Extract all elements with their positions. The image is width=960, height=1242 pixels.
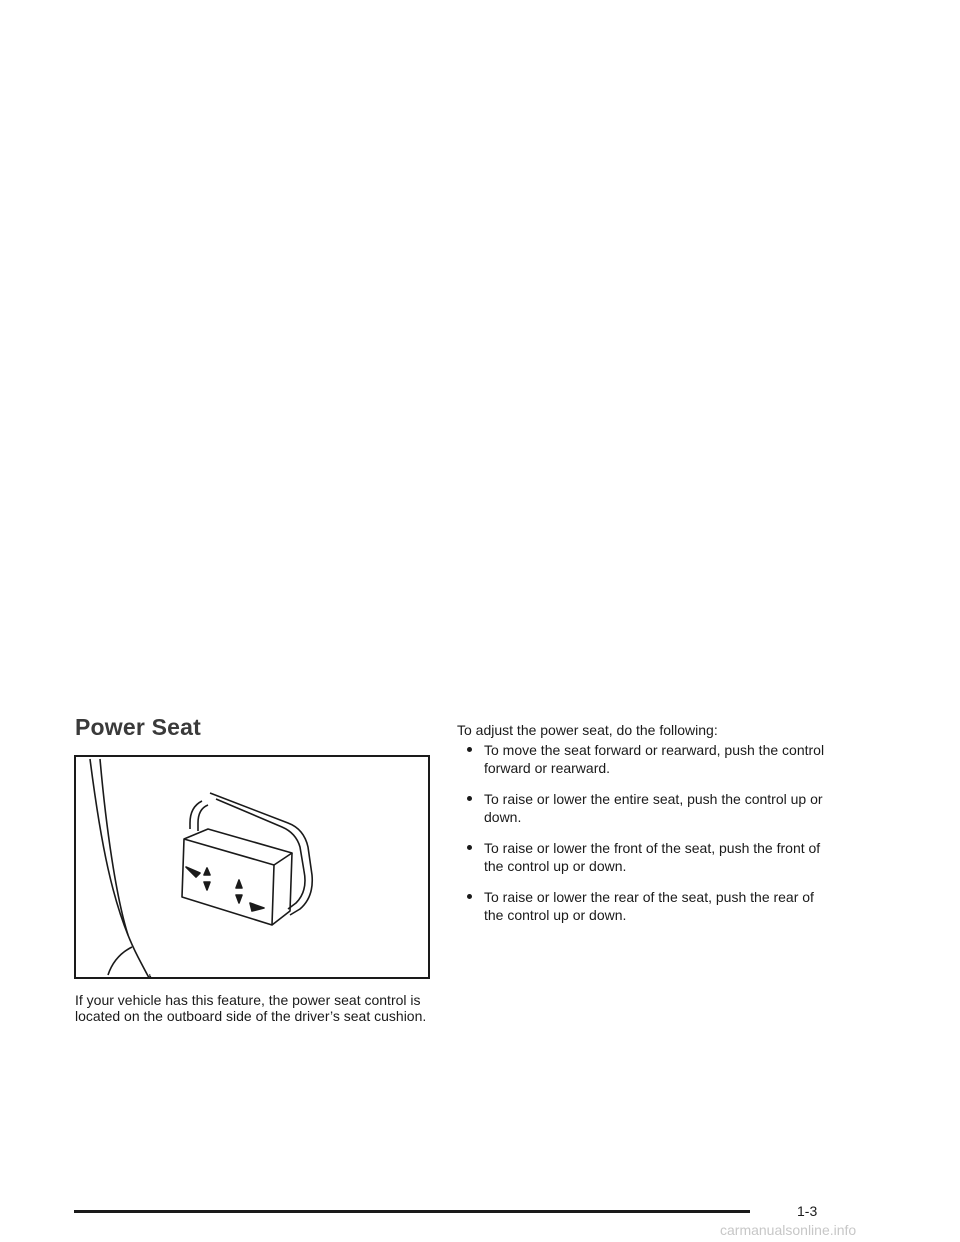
list-item: [467, 839, 837, 875]
list-item: [467, 888, 837, 924]
power-seat-control-figure: [74, 755, 430, 979]
bullet-icon: [467, 894, 472, 899]
list-item: [467, 790, 837, 826]
bullet-icon: [467, 796, 472, 801]
instructions-intro: To adjust the power seat, do the following:: [457, 722, 718, 738]
instructions-list: [467, 741, 837, 937]
list-item-text: To move the seat forward or rearward, push the control forward or rearward.: [484, 742, 825, 776]
list-item: [467, 741, 837, 777]
watermark: carmanualsonline.info: [720, 1222, 857, 1238]
figure-caption: If your vehicle has this feature, the power seat control is located on the outboard side of the driver’s seat cushion.: [75, 992, 427, 1024]
bullet-icon: [467, 845, 472, 850]
power-seat-control-illustration-icon: [76, 757, 428, 977]
footer-rule: [74, 1210, 750, 1213]
list-item-text: To raise or lower the entire seat, push the control up or down.: [484, 791, 823, 825]
page-number: 1-3: [797, 1203, 818, 1219]
list-item-text: To raise or lower the front of the seat, push the front of the control up or down.: [484, 840, 821, 874]
list-item-text: To raise or lower the rear of the seat, push the rear of the control up or down.: [484, 889, 814, 923]
bullet-icon: [467, 747, 472, 752]
section-title: Power Seat: [75, 714, 201, 740]
